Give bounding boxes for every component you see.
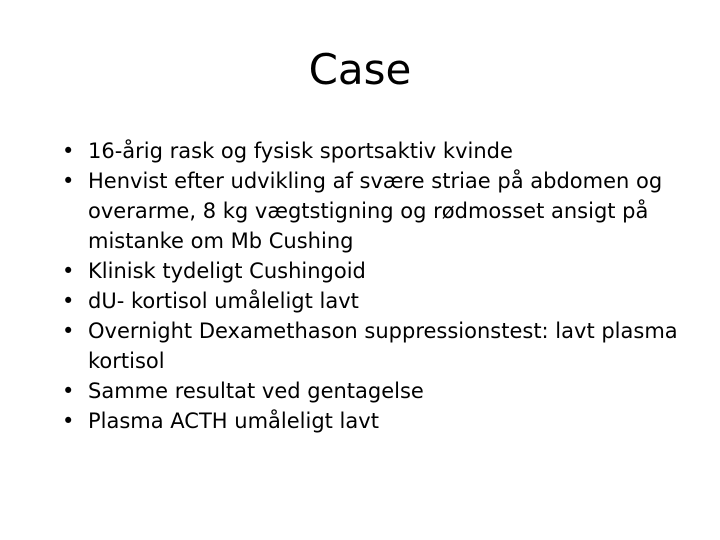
bullet-text: Klinisk tydeligt Cushingoid (88, 259, 366, 283)
bullet-text: Henvist efter udvikling af svære striae på abdomen og overarme, 8 kg vægtstigning og rødmosset ansigt på mistanke om Mb Cushing (88, 169, 663, 253)
bullet-icon: • (62, 409, 75, 433)
bullet-item (62, 166, 682, 256)
slide-title: Case (308, 45, 412, 94)
bullet-text: Overnight Dexamethason suppressionstest: lavt plasma kortisol (88, 319, 678, 373)
bullet-icon: • (62, 289, 75, 313)
bullet-item (62, 376, 682, 406)
bullet-list (62, 136, 682, 436)
bullet-icon: • (62, 319, 75, 343)
bullet-icon: • (62, 139, 75, 163)
bullet-item (62, 316, 682, 376)
bullet-text: 16-årig rask og fysisk sportsaktiv kvinde (88, 139, 513, 163)
bullet-icon: • (62, 259, 75, 283)
bullet-text: Plasma ACTH umåleligt lavt (88, 409, 379, 433)
bullet-item (62, 286, 682, 316)
bullet-icon: • (62, 169, 75, 193)
bullet-icon: • (62, 379, 75, 403)
bullet-text: dU- kortisol umåleligt lavt (88, 289, 359, 313)
bullet-item (62, 256, 682, 286)
bullet-text: Samme resultat ved gentagelse (88, 379, 424, 403)
bullet-item (62, 406, 682, 436)
bullet-item (62, 136, 682, 166)
